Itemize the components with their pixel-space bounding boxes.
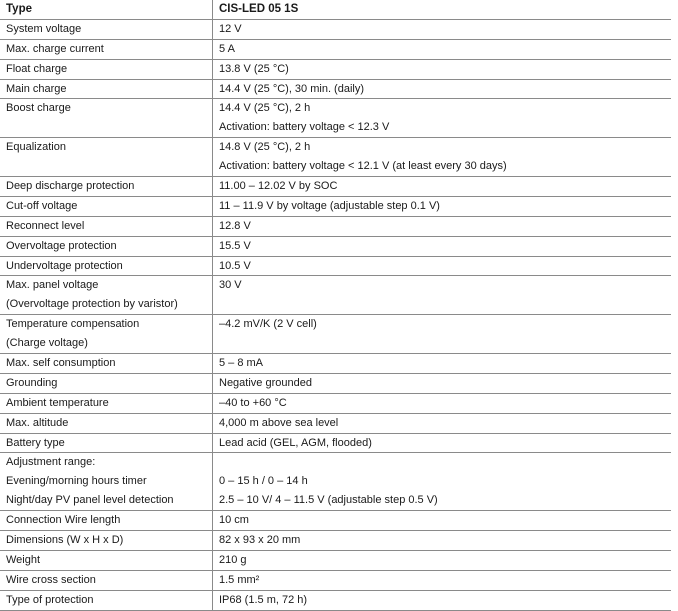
table-row: [0, 571, 671, 591]
table-row: [0, 197, 671, 217]
table-row: [0, 138, 671, 177]
parameter-label: (Charge voltage): [6, 337, 88, 350]
table-row: [0, 511, 671, 531]
table-header-row: [0, 0, 671, 20]
table-row: [0, 40, 671, 60]
table-row: [0, 453, 671, 511]
parameter-value: 12 V: [219, 22, 242, 35]
parameter-label: Undervoltage protection: [6, 259, 123, 272]
header-type-cell: [0, 0, 213, 19]
parameter-value: Activation: battery voltage < 12.3 V: [219, 121, 390, 134]
parameter-cell: [0, 551, 213, 570]
value-cell: [213, 237, 671, 256]
value-cell: [213, 591, 671, 610]
parameter-value: 14.4 V (25 °C), 2 h: [219, 102, 311, 115]
parameter-value: 82 x 93 x 20 mm: [219, 534, 301, 547]
parameter-value: IP68 (1.5 m, 72 h): [219, 593, 308, 606]
table-row: [0, 177, 671, 197]
parameter-value: –40 to +60 °C: [219, 396, 287, 409]
parameter-label: Type of protection: [6, 593, 94, 606]
value-cell: [213, 315, 671, 353]
parameter-cell: [0, 434, 213, 453]
value-cell: [213, 374, 671, 393]
parameter-label: Float charge: [6, 62, 68, 75]
parameter-value: 13.8 V (25 °C): [219, 62, 289, 75]
parameter-value: 2.5 – 10 V/ 4 – 11.5 V (adjustable step 0.5 V): [219, 494, 438, 507]
parameter-label: Grounding: [6, 376, 58, 389]
parameter-cell: [0, 531, 213, 550]
table-row: [0, 394, 671, 414]
parameter-value: 10 cm: [219, 514, 249, 527]
parameter-cell: [0, 354, 213, 373]
parameter-value: 14.8 V (25 °C), 2 h: [219, 141, 311, 154]
value-cell: [213, 276, 671, 314]
parameter-label: Ambient temperature: [6, 396, 109, 409]
parameter-label: Adjustment range:: [6, 456, 96, 469]
parameter-label: Cut-off voltage: [6, 199, 78, 212]
parameter-value: 11.00 – 12.02 V by SOC: [219, 180, 338, 193]
parameter-cell: [0, 257, 213, 276]
parameter-label: Deep discharge protection: [6, 180, 135, 193]
parameter-cell: [0, 453, 213, 510]
parameter-value: [219, 453, 671, 472]
parameter-value: Activation: battery voltage < 12.1 V (at least every 30 days): [219, 160, 507, 173]
parameter-value: 11 – 11.9 V by voltage (adjustable step 0.1 V): [219, 199, 440, 212]
value-cell: [213, 257, 671, 276]
parameter-cell: [0, 99, 213, 137]
parameter-value: [219, 334, 671, 353]
table-row: [0, 60, 671, 80]
parameter-value: 1.5 mm²: [219, 573, 260, 586]
parameter-label: Boost charge: [6, 102, 71, 115]
parameter-label: Battery type: [6, 436, 65, 449]
value-cell: [213, 40, 671, 59]
parameter-cell: [0, 197, 213, 216]
value-cell: [213, 217, 671, 236]
table-row: [0, 80, 671, 100]
parameter-value: 5 A: [219, 42, 235, 55]
parameter-value: 10.5 V: [219, 259, 251, 272]
table-row: [0, 591, 671, 611]
parameter-value: [219, 295, 671, 314]
parameter-cell: [0, 237, 213, 256]
table-row: [0, 315, 671, 354]
parameter-label: Reconnect level: [6, 219, 85, 232]
parameter-label: (Overvoltage protection by varistor): [6, 298, 178, 311]
table-row: [0, 20, 671, 40]
parameter-value: –4.2 mV/K (2 V cell): [219, 318, 317, 331]
parameter-label: Temperature compensation: [6, 318, 140, 331]
parameter-label: Max. altitude: [6, 416, 69, 429]
table-row: [0, 414, 671, 434]
table-row: [0, 354, 671, 374]
parameter-value: Negative grounded: [219, 376, 312, 389]
value-cell: [213, 60, 671, 79]
parameter-label: Equalization: [6, 141, 66, 154]
parameter-cell: [0, 394, 213, 413]
parameter-cell: [0, 80, 213, 99]
parameter-label: Main charge: [6, 82, 67, 95]
parameter-cell: [0, 20, 213, 39]
value-cell: [213, 531, 671, 550]
table-row: [0, 99, 671, 138]
parameter-cell: [0, 414, 213, 433]
parameter-label: Max. charge current: [6, 42, 104, 55]
table-row: [0, 276, 671, 315]
parameter-value: 4,000 m above sea level: [219, 416, 339, 429]
value-cell: [213, 197, 671, 216]
header-model-cell: [213, 0, 671, 19]
parameter-cell: [0, 60, 213, 79]
parameter-cell: [0, 591, 213, 610]
value-cell: [213, 511, 671, 530]
value-cell: [213, 453, 671, 510]
parameter-cell: [0, 40, 213, 59]
table-row: [0, 551, 671, 571]
parameter-label: Weight: [6, 553, 41, 566]
value-cell: [213, 571, 671, 590]
parameter-value: 14.4 V (25 °C), 30 min. (daily): [219, 82, 365, 95]
table-row: [0, 257, 671, 277]
table-row: [0, 217, 671, 237]
parameter-label: Evening/morning hours timer: [6, 475, 147, 488]
parameter-label: Max. panel voltage: [6, 279, 99, 292]
parameter-value: Lead acid (GEL, AGM, flooded): [219, 436, 372, 449]
parameter-label: Max. self consumption: [6, 357, 116, 370]
parameter-label: [6, 157, 212, 176]
parameter-value: 0 – 15 h / 0 – 14 h: [219, 475, 308, 488]
value-cell: [213, 138, 671, 176]
header-model-label: CIS-LED 05 1S: [219, 3, 299, 15]
parameter-value: 30 V: [219, 279, 242, 292]
parameter-value: 5 – 8 mA: [219, 357, 264, 370]
value-cell: [213, 434, 671, 453]
value-cell: [213, 414, 671, 433]
value-cell: [213, 177, 671, 196]
header-type-label: Type: [6, 3, 32, 15]
value-cell: [213, 394, 671, 413]
parameter-cell: [0, 276, 213, 314]
parameter-value: 12.8 V: [219, 219, 251, 232]
parameter-label: Connection Wire length: [6, 514, 121, 527]
value-cell: [213, 80, 671, 99]
value-cell: [213, 354, 671, 373]
table-row: [0, 237, 671, 257]
table-row: [0, 374, 671, 394]
parameter-label: Wire cross section: [6, 573, 96, 586]
parameter-label: System voltage: [6, 22, 82, 35]
parameter-value: 210 g: [219, 553, 247, 566]
parameter-cell: [0, 177, 213, 196]
value-cell: [213, 99, 671, 137]
parameter-value: 15.5 V: [219, 239, 251, 252]
parameter-cell: [0, 315, 213, 353]
parameter-cell: [0, 571, 213, 590]
parameter-label: Night/day PV panel level detection: [6, 494, 174, 507]
parameter-label: [6, 118, 212, 137]
parameter-cell: [0, 138, 213, 176]
parameter-label: Dimensions (W x H x D): [6, 534, 124, 547]
parameter-label: Overvoltage protection: [6, 239, 117, 252]
table-row: [0, 531, 671, 551]
parameter-cell: [0, 374, 213, 393]
value-cell: [213, 551, 671, 570]
table-body: [0, 20, 671, 611]
value-cell: [213, 20, 671, 39]
parameter-cell: [0, 217, 213, 236]
table-row: [0, 434, 671, 454]
parameter-cell: [0, 511, 213, 530]
